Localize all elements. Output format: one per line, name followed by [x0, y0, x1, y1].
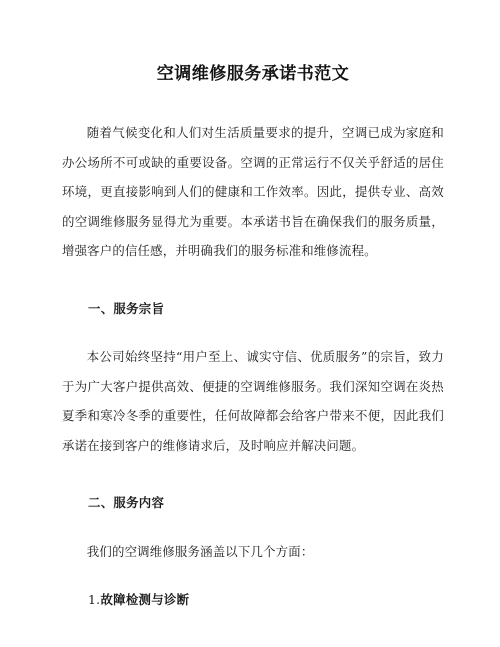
document-title: 空调维修服务承诺书范文 — [156, 64, 350, 84]
subsection-number: 1. — [88, 592, 101, 607]
subsection-title: 故障检测与诊断 — [100, 592, 190, 607]
section-heading-purpose: 一、服务宗旨 — [88, 300, 165, 316]
subsection-heading-diagnosis — [62, 585, 444, 615]
purpose-paragraph: 本公司始终坚持“用户至上、诚实守信、优质服务”的宗旨，致力于为广大客户提供高效、便捷的空调维修服务。我们深知空调在炎热夏季和寒冷冬季的重要性，任何故障都会给客户带来不便，因此我们承诺在接到客户的维修请求后，及时响应并解决问题。 — [62, 349, 444, 453]
intro-paragraph: 随着气候变化和人们对生活质量要求的提升，空调已成为家庭和办公场所不可或缺的重要设备。空调的正常运行不仅关乎舒适的居住环境，更直接影响到人们的健康和工作效率。因此，提供专业、高效的空调维修服务显得尤为重要。本承诺书旨在确保我们的服务质量，增强客户的信任感，并明确我们的服务标准和维修流程。 — [62, 125, 444, 258]
section-heading-content: 二、服务内容 — [88, 495, 165, 510]
content-paragraph: 我们的空调维修服务涵盖以下几个方面： — [86, 543, 314, 559]
